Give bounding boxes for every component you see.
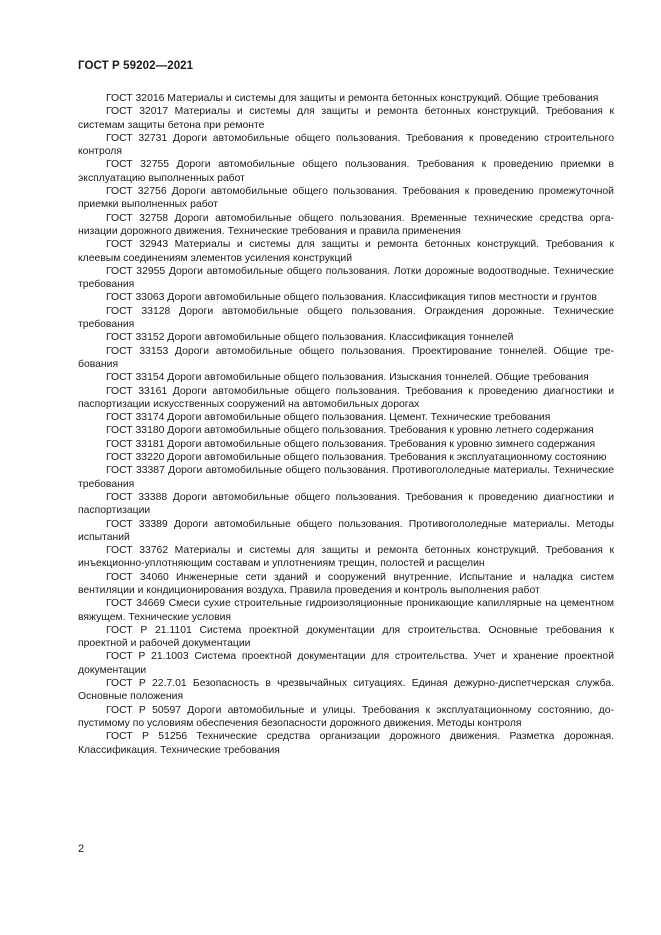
reference-item: ГОСТ 33180 Дороги автомобильные общего пользования. Требования к уровню летнего содержания bbox=[106, 425, 594, 437]
references-list bbox=[78, 92, 614, 757]
document-header: ГОСТ Р 59202—2021 bbox=[78, 60, 194, 72]
reference-item: ГОСТ 33388 Дороги автомобильные общего пользования. Требования к проведению диагностики и паспортизации bbox=[78, 491, 614, 517]
reference-item: ГОСТ 33152 Дороги автомобильные общего пользования. Классификация тоннелей bbox=[106, 332, 514, 344]
reference-item: ГОСТ 33389 Дороги автомобильные общего пользования. Противогололедные материалы. Методы испытаний bbox=[78, 518, 614, 543]
reference-item: ГОСТ 34669 Смеси сухие строительные гидроизоляционные проникающие капиллярные на цементном вяжущем. Технические условия bbox=[78, 598, 614, 623]
reference-item: ГОСТ 33387 Дороги автомобильные общего пользования. Противогололедные материалы. Технические требования bbox=[78, 465, 614, 490]
reference-item: ГОСТ 33063 Дороги автомобильные общего пользования. Классификация типов местности и грунтов bbox=[106, 292, 597, 304]
reference-item: ГОСТ 32017 Материалы и системы для защиты и ремонта бетонных конструкций. Требования к системам защиты бетона при ремонте bbox=[78, 106, 614, 131]
reference-item: ГОСТ Р 21.1101 Система проектной документации для строительства. Основные требования к проектной и рабочей документации bbox=[78, 624, 614, 650]
reference-item: ГОСТ 33154 Дороги автомобильные общего пользования. Изыскания тоннелей. Общие требования bbox=[106, 372, 589, 384]
reference-item: ГОСТ 33128 Дороги автомобильные общего пользования. Ограждения дорожные. Технические требования bbox=[78, 305, 614, 331]
reference-item: ГОСТ Р 50597 Дороги автомобильные и улицы. Требования к эксплуатационному состоянию, допустимому по условиям обеспечения безопасности дорожного движения. Методы контроля bbox=[78, 704, 614, 729]
page-number: 2 bbox=[78, 843, 85, 855]
reference-item: ГОСТ 34060 Инженерные сети зданий и сооружений внутренние. Испытание и наладка систем вентиляции и кондиционирования воздуха. Правила проведения и контроль выполнения работ bbox=[78, 571, 614, 596]
reference-item: ГОСТ 32016 Материалы и системы для защиты и ремонта бетонных конструкций. Общие требования bbox=[106, 93, 599, 104]
reference-item: ГОСТ Р 51256 Технические средства организации дорожного движения. Разметка дорожная. Классификация. Технические требования bbox=[78, 731, 614, 756]
reference-item: ГОСТ Р 21.1003 Система проектной документации для строительства. Учет и хранение проектной документации bbox=[78, 651, 614, 676]
reference-item: ГОСТ 33161 Дороги автомобильные общего пользования. Требования к проведению диагностики и паспортизации искусственных сооружений на автомобильных дорогах bbox=[78, 385, 614, 410]
reference-item: ГОСТ 33762 Материалы и системы для защиты и ремонта бетонных конструкций. Требования к инъекционно-уплотняющим составам и уплотнениям трещин, полостей и расщелин bbox=[78, 545, 614, 570]
reference-item: ГОСТ 32943 Материалы и системы для защиты и ремонта бетонных конструкций. Требования к клеевым соединениям элементов усиления конструкций bbox=[78, 239, 614, 264]
reference-item: ГОСТ Р 22.7.01 Безопасность в чрезвычайных ситуациях. Единая дежурно-диспетчерская служба. Основные положения bbox=[78, 678, 614, 703]
reference-item: ГОСТ 33174 Дороги автомобильные общего пользования. Цемент. Технические требования bbox=[106, 412, 551, 424]
reference-item: ГОСТ 33153 Дороги автомобильные общего пользования. Проектирование тоннелей. Общие требования bbox=[78, 345, 614, 370]
reference-item: ГОСТ 32758 Дороги автомобильные общего пользования. Временные технические средства организации дорожного движения. Технические требования и правила применения bbox=[78, 212, 614, 237]
reference-item: ГОСТ 32755 Дороги автомобильные общего пользования. Требования к проведению приемки в эксплуатацию выполненных работ bbox=[78, 159, 614, 184]
reference-item: ГОСТ 33220 Дороги автомобильные общего пользования. Требования к эксплуатационному состоянию bbox=[106, 452, 607, 464]
reference-item: ГОСТ 33181 Дороги автомобильные общего пользования. Требования к уровню зимнего содержания bbox=[106, 438, 596, 450]
reference-item: ГОСТ 32955 Дороги автомобильные общего пользования. Лотки дорожные водоотводные. Технические требования bbox=[78, 265, 614, 291]
reference-item: ГОСТ 32731 Дороги автомобильные общего пользования. Требования к проведению строительного контроля bbox=[78, 132, 614, 158]
reference-item: ГОСТ 32756 Дороги автомобильные общего пользования. Требования к проведению промежуточной приемки выполненных работ bbox=[78, 186, 614, 211]
